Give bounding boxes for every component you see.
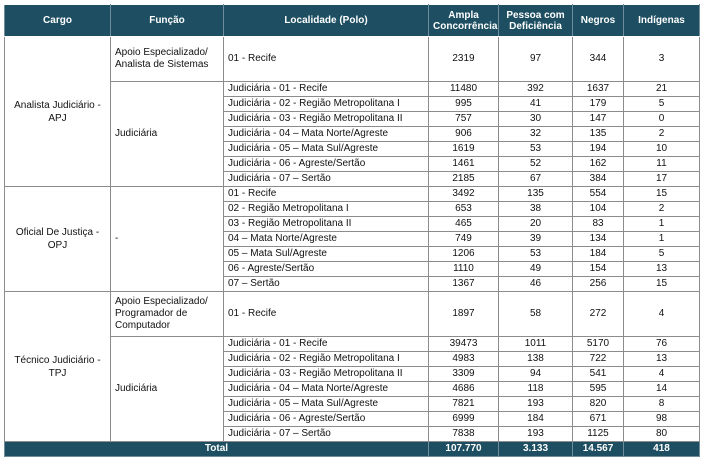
header-localidade: Localidade (Polo) xyxy=(224,5,429,37)
indigenas-cell: 10 xyxy=(624,142,700,157)
negros-cell: 184 xyxy=(573,247,624,262)
ampla-cell: 1110 xyxy=(429,262,499,277)
localidade-cell: Judiciária - 01 - Recife xyxy=(224,337,429,352)
ampla-cell: 465 xyxy=(429,217,499,232)
ampla-cell: 653 xyxy=(429,202,499,217)
localidade-cell: Judiciária - 01 - Recife xyxy=(224,82,429,97)
negros-cell: 595 xyxy=(573,382,624,397)
ampla-cell: 1367 xyxy=(429,277,499,292)
header-indigenas: Indígenas xyxy=(624,5,700,37)
pcd-cell: 49 xyxy=(499,262,573,277)
negros-cell: 154 xyxy=(573,262,624,277)
ampla-cell: 3492 xyxy=(429,187,499,202)
pcd-cell: 118 xyxy=(499,382,573,397)
negros-cell: 134 xyxy=(573,232,624,247)
negros-cell: 541 xyxy=(573,367,624,382)
pcd-cell: 53 xyxy=(499,247,573,262)
ampla-cell: 7838 xyxy=(429,427,499,442)
localidade-cell: 07 – Sertão xyxy=(224,277,429,292)
pcd-cell: 392 xyxy=(499,82,573,97)
pcd-cell: 97 xyxy=(499,37,573,82)
pcd-cell: 20 xyxy=(499,217,573,232)
indigenas-cell: 14 xyxy=(624,382,700,397)
cargo-cell: Técnico Judiciário - TPJ xyxy=(5,292,111,442)
table-body xyxy=(5,37,700,442)
ampla-cell: 2319 xyxy=(429,37,499,82)
localidade-cell: Judiciária - 07 – Sertão xyxy=(224,172,429,187)
cargo-cell: Analista Judiciário - APJ xyxy=(5,37,111,187)
negros-cell: 147 xyxy=(573,112,624,127)
header-negros: Negros xyxy=(573,5,624,37)
ampla-cell: 1897 xyxy=(429,292,499,337)
localidade-cell: 02 - Região Metropolitana I xyxy=(224,202,429,217)
indigenas-cell: 1 xyxy=(624,217,700,232)
header-pcd: Pessoa com Deficiência xyxy=(499,5,573,37)
negros-cell: 5170 xyxy=(573,337,624,352)
negros-cell: 135 xyxy=(573,127,624,142)
total-indigenas: 418 xyxy=(624,442,700,457)
negros-cell: 344 xyxy=(573,37,624,82)
ampla-cell: 1461 xyxy=(429,157,499,172)
indigenas-cell: 2 xyxy=(624,127,700,142)
total-label: Total xyxy=(5,442,429,457)
pcd-cell: 67 xyxy=(499,172,573,187)
localidade-cell: 01 - Recife xyxy=(224,37,429,82)
localidade-cell: Judiciária - 04 – Mata Norte/Agreste xyxy=(224,127,429,142)
negros-cell: 384 xyxy=(573,172,624,187)
negros-cell: 162 xyxy=(573,157,624,172)
pcd-cell: 30 xyxy=(499,112,573,127)
indigenas-cell: 1 xyxy=(624,232,700,247)
localidade-cell: Judiciária - 02 - Região Metropolitana I xyxy=(224,97,429,112)
ampla-cell: 3309 xyxy=(429,367,499,382)
pcd-cell: 184 xyxy=(499,412,573,427)
indigenas-cell: 98 xyxy=(624,412,700,427)
localidade-cell: 04 – Mata Norte/Agreste xyxy=(224,232,429,247)
localidade-cell: Judiciária - 05 – Mata Sul/Agreste xyxy=(224,142,429,157)
negros-cell: 83 xyxy=(573,217,624,232)
negros-cell: 256 xyxy=(573,277,624,292)
pcd-cell: 53 xyxy=(499,142,573,157)
negros-cell: 1637 xyxy=(573,82,624,97)
negros-cell: 1125 xyxy=(573,427,624,442)
header-funcao: Função xyxy=(111,5,224,37)
indigenas-cell: 8 xyxy=(624,397,700,412)
ampla-cell: 1206 xyxy=(429,247,499,262)
localidade-cell: 01 - Recife xyxy=(224,187,429,202)
pcd-cell: 46 xyxy=(499,277,573,292)
total-negros: 14.567 xyxy=(573,442,624,457)
table-row xyxy=(5,37,700,82)
indigenas-cell: 4 xyxy=(624,292,700,337)
pcd-cell: 138 xyxy=(499,352,573,367)
pcd-cell: 39 xyxy=(499,232,573,247)
localidade-cell: Judiciária - 02 - Região Metropolitana I xyxy=(224,352,429,367)
negros-cell: 554 xyxy=(573,187,624,202)
localidade-cell: 03 - Região Metropolitana II xyxy=(224,217,429,232)
ampla-cell: 7821 xyxy=(429,397,499,412)
indigenas-cell: 5 xyxy=(624,97,700,112)
negros-cell: 272 xyxy=(573,292,624,337)
total-pcd: 3.133 xyxy=(499,442,573,457)
indigenas-cell: 15 xyxy=(624,277,700,292)
pcd-cell: 32 xyxy=(499,127,573,142)
funcao-cell: - xyxy=(111,187,224,292)
pcd-cell: 193 xyxy=(499,427,573,442)
header-ampla: Ampla Concorrência xyxy=(429,5,499,37)
funcao-cell: Judiciária xyxy=(111,82,224,187)
header-row xyxy=(5,5,700,37)
ampla-cell: 2185 xyxy=(429,172,499,187)
localidade-cell: Judiciária - 07 – Sertão xyxy=(224,427,429,442)
pcd-cell: 52 xyxy=(499,157,573,172)
indigenas-cell: 4 xyxy=(624,367,700,382)
funcao-cell: Judiciária xyxy=(111,337,224,442)
pcd-cell: 94 xyxy=(499,367,573,382)
indigenas-cell: 3 xyxy=(624,37,700,82)
cargo-cell: Oficial De Justiça - OPJ xyxy=(5,187,111,292)
indigenas-cell: 21 xyxy=(624,82,700,97)
ampla-cell: 757 xyxy=(429,112,499,127)
ampla-cell: 4686 xyxy=(429,382,499,397)
table-row xyxy=(5,292,700,337)
ampla-cell: 1619 xyxy=(429,142,499,157)
ampla-cell: 906 xyxy=(429,127,499,142)
ampla-cell: 6999 xyxy=(429,412,499,427)
vacancy-table xyxy=(4,4,700,457)
indigenas-cell: 13 xyxy=(624,262,700,277)
localidade-cell: 05 – Mata Sul/Agreste xyxy=(224,247,429,262)
ampla-cell: 4983 xyxy=(429,352,499,367)
pcd-cell: 1011 xyxy=(499,337,573,352)
negros-cell: 194 xyxy=(573,142,624,157)
negros-cell: 671 xyxy=(573,412,624,427)
header-cargo: Cargo xyxy=(5,5,111,37)
localidade-cell: Judiciária - 05 – Mata Sul/Agreste xyxy=(224,397,429,412)
negros-cell: 179 xyxy=(573,97,624,112)
indigenas-cell: 11 xyxy=(624,157,700,172)
indigenas-cell: 80 xyxy=(624,427,700,442)
indigenas-cell: 13 xyxy=(624,352,700,367)
negros-cell: 722 xyxy=(573,352,624,367)
ampla-cell: 749 xyxy=(429,232,499,247)
funcao-cell: Apoio Especializado/ Programador de Computador xyxy=(111,292,224,337)
localidade-cell: Judiciária - 06 - Agreste/Sertão xyxy=(224,412,429,427)
ampla-cell: 11480 xyxy=(429,82,499,97)
pcd-cell: 41 xyxy=(499,97,573,112)
pcd-cell: 193 xyxy=(499,397,573,412)
localidade-cell: Judiciária - 03 - Região Metropolitana II xyxy=(224,112,429,127)
funcao-cell: Apoio Especializado/ Analista de Sistemas xyxy=(111,37,224,82)
negros-cell: 104 xyxy=(573,202,624,217)
pcd-cell: 135 xyxy=(499,187,573,202)
ampla-cell: 995 xyxy=(429,97,499,112)
localidade-cell: 01 - Recife xyxy=(224,292,429,337)
localidade-cell: Judiciária - 04 – Mata Norte/Agreste xyxy=(224,382,429,397)
indigenas-cell: 15 xyxy=(624,187,700,202)
indigenas-cell: 2 xyxy=(624,202,700,217)
negros-cell: 820 xyxy=(573,397,624,412)
indigenas-cell: 17 xyxy=(624,172,700,187)
localidade-cell: Judiciária - 06 - Agreste/Sertão xyxy=(224,157,429,172)
pcd-cell: 38 xyxy=(499,202,573,217)
ampla-cell: 39473 xyxy=(429,337,499,352)
total-row xyxy=(5,442,700,457)
pcd-cell: 58 xyxy=(499,292,573,337)
indigenas-cell: 76 xyxy=(624,337,700,352)
localidade-cell: 06 - Agreste/Sertão xyxy=(224,262,429,277)
localidade-cell: Judiciária - 03 - Região Metropolitana II xyxy=(224,367,429,382)
total-ampla: 107.770 xyxy=(429,442,499,457)
indigenas-cell: 0 xyxy=(624,112,700,127)
indigenas-cell: 5 xyxy=(624,247,700,262)
table-row xyxy=(5,187,700,202)
